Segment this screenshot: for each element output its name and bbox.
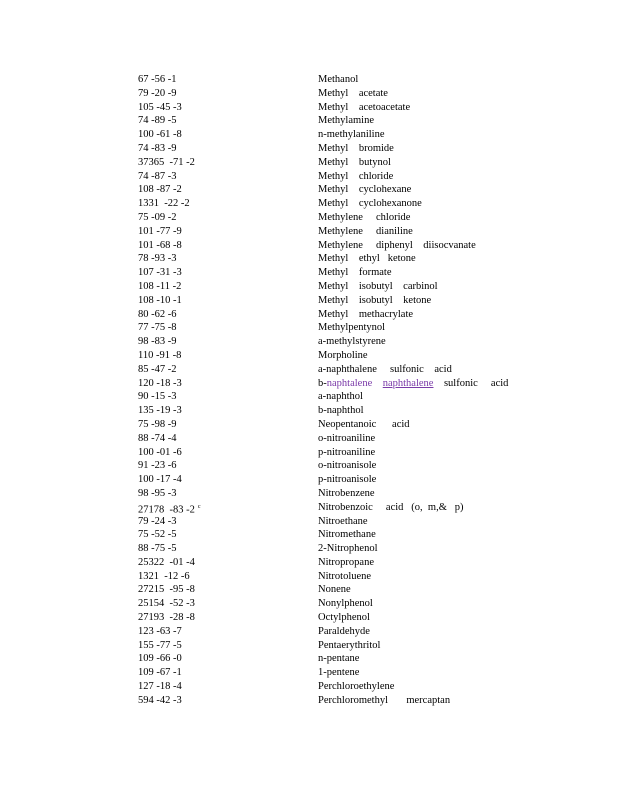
chemical-name: n-pentane bbox=[318, 653, 360, 665]
cas-number-text: 108 -11 -2 bbox=[138, 280, 182, 292]
cas-number-text: 120 -18 -3 bbox=[138, 377, 182, 389]
chemical-name: Nonylphenol bbox=[318, 598, 373, 610]
chemical-name: a-naphthalene sulfonic acid bbox=[318, 363, 452, 375]
cas-number bbox=[138, 446, 182, 460]
cas-number bbox=[138, 87, 177, 101]
cas-number bbox=[138, 680, 182, 694]
chemical-name: Neopentanoic acid bbox=[318, 418, 410, 430]
cas-number bbox=[138, 252, 177, 266]
list-item bbox=[138, 101, 558, 115]
cas-number bbox=[138, 73, 177, 87]
chemical-name: Methanol bbox=[318, 74, 359, 85]
cas-number bbox=[138, 321, 177, 335]
list-item bbox=[138, 473, 558, 487]
list-item bbox=[138, 446, 558, 460]
cas-number bbox=[138, 666, 182, 680]
list-item bbox=[138, 487, 558, 501]
list-item bbox=[138, 583, 558, 597]
chemical-name: Methyl isobutyl ketone bbox=[318, 294, 432, 306]
cas-number bbox=[138, 128, 182, 142]
chemical-name: Methyl ethyl ketone bbox=[318, 253, 416, 265]
tracked-change-link[interactable]: naphthalene bbox=[382, 377, 434, 389]
chemical-name: a-methylstyrene bbox=[318, 336, 386, 348]
chemical-name: 1-pentene bbox=[318, 667, 360, 679]
list-item bbox=[138, 156, 558, 170]
list-item bbox=[138, 225, 558, 239]
cas-number bbox=[138, 183, 182, 197]
list-item bbox=[138, 349, 558, 363]
chemical-name: Nitrobenzoic acid (o, m,& p) bbox=[318, 501, 464, 513]
cas-number bbox=[138, 280, 181, 294]
chemical-name: Methyl bromide bbox=[318, 142, 394, 154]
cas-number-text: 127 -18 -4 bbox=[138, 681, 182, 693]
chemical-name: 2-Nitrophenol bbox=[318, 543, 378, 555]
chemical-name: Nitromethane bbox=[318, 529, 376, 541]
chemical-name: Methylpentynol bbox=[318, 322, 386, 334]
cas-number bbox=[138, 487, 177, 501]
chemical-list bbox=[138, 73, 558, 708]
chemical-name: Methyl butynol bbox=[318, 156, 391, 168]
list-item bbox=[138, 142, 558, 156]
cas-number-text: 27178 -83 -2 bbox=[138, 504, 195, 516]
list-item bbox=[138, 363, 558, 377]
cas-number-text: 1331 -22 -2 bbox=[138, 198, 190, 210]
cas-number-text: 88 -75 -5 bbox=[138, 543, 177, 555]
cas-number-text: 109 -66 -0 bbox=[138, 653, 182, 665]
cas-number-text: 135 -19 -3 bbox=[138, 405, 182, 417]
cas-number-text: 100 -17 -4 bbox=[138, 474, 182, 486]
chemical-name: o-nitroaniline bbox=[318, 432, 376, 444]
chemical-name bbox=[318, 377, 508, 391]
cas-number-text: 108 -10 -1 bbox=[138, 294, 182, 306]
chemical-name: p-nitroaniline bbox=[318, 446, 376, 458]
cas-number bbox=[138, 583, 195, 597]
list-item bbox=[138, 266, 558, 280]
cas-number bbox=[138, 556, 195, 570]
cas-number-text: 100 -61 -8 bbox=[138, 129, 182, 141]
chemical-name: Perchloromethyl mercaptan bbox=[318, 694, 451, 706]
cas-number bbox=[138, 142, 177, 156]
cas-number bbox=[138, 363, 177, 377]
cas-number-text: 75 -98 -9 bbox=[138, 418, 177, 430]
cas-number bbox=[138, 197, 190, 211]
footnote-mark: c bbox=[197, 503, 201, 510]
cas-number bbox=[138, 432, 177, 446]
cas-number-text: 74 -87 -3 bbox=[138, 170, 177, 182]
cas-number-text: 67 -56 -1 bbox=[138, 74, 177, 85]
list-item bbox=[138, 570, 558, 584]
list-item bbox=[138, 252, 558, 266]
list-item bbox=[138, 542, 558, 556]
chemical-name: Pentaerythritol bbox=[318, 639, 381, 651]
list-item bbox=[138, 597, 558, 611]
list-item bbox=[138, 390, 558, 404]
list-item bbox=[138, 556, 558, 570]
chemical-name: Methylene diphenyl diisocvanate bbox=[318, 239, 476, 251]
cas-number bbox=[138, 528, 177, 542]
cas-number-text: 101 -68 -8 bbox=[138, 239, 182, 251]
list-item bbox=[138, 280, 558, 294]
cas-number bbox=[138, 349, 181, 363]
list-item bbox=[138, 73, 558, 87]
list-item bbox=[138, 211, 558, 225]
cas-number bbox=[138, 225, 182, 239]
chemical-name: Methyl acetate bbox=[318, 87, 388, 99]
cas-number-text: 78 -93 -3 bbox=[138, 253, 177, 265]
cas-number-text: 37365 -71 -2 bbox=[138, 156, 195, 168]
list-item bbox=[138, 183, 558, 197]
list-item bbox=[138, 170, 558, 184]
list-item bbox=[138, 321, 558, 335]
chemical-name: Perchloroethylene bbox=[318, 681, 395, 693]
cas-number bbox=[138, 639, 182, 653]
chemical-name-suffix: sulfonic acid bbox=[443, 377, 509, 389]
cas-number bbox=[138, 597, 195, 611]
list-item bbox=[138, 515, 558, 529]
cas-number-text: 79 -20 -9 bbox=[138, 87, 177, 99]
cas-number-text: 77 -75 -8 bbox=[138, 322, 177, 334]
cas-number-text: 98 -95 -3 bbox=[138, 487, 177, 499]
cas-number bbox=[138, 611, 195, 625]
cas-number bbox=[138, 377, 182, 391]
list-item bbox=[138, 459, 558, 473]
cas-number-text: 594 -42 -3 bbox=[138, 694, 182, 706]
tracked-change-text: naphtalene bbox=[326, 377, 373, 389]
chemical-name: Nitropropane bbox=[318, 556, 374, 568]
chemical-name: Morpholine bbox=[318, 349, 368, 361]
chemical-name: Methyl formate bbox=[318, 267, 392, 279]
chemical-name: Octylphenol bbox=[318, 612, 370, 624]
list-item bbox=[138, 625, 558, 639]
chemical-name: Methyl cyclohexanone bbox=[318, 198, 422, 210]
list-item bbox=[138, 197, 558, 211]
list-item bbox=[138, 239, 558, 253]
list-item bbox=[138, 694, 558, 708]
cas-number bbox=[138, 294, 182, 308]
list-item bbox=[138, 308, 558, 322]
cas-number-text: 25322 -01 -4 bbox=[138, 556, 195, 568]
cas-number-text: 88 -74 -4 bbox=[138, 432, 177, 444]
list-item bbox=[138, 87, 558, 101]
chemical-name: Methylene dianiline bbox=[318, 225, 413, 237]
chemical-name: Methylamine bbox=[318, 115, 374, 127]
list-item bbox=[138, 501, 558, 515]
cas-number-text: 25154 -52 -3 bbox=[138, 598, 195, 610]
cas-number bbox=[138, 459, 177, 473]
chemical-name: Methyl acetoacetate bbox=[318, 101, 411, 113]
list-item bbox=[138, 611, 558, 625]
cas-number-text: 108 -87 -2 bbox=[138, 184, 182, 196]
cas-number bbox=[138, 652, 182, 666]
chemical-name: Nitroethane bbox=[318, 515, 368, 527]
chemical-name: Methyl chloride bbox=[318, 170, 394, 182]
cas-number-text: 80 -62 -6 bbox=[138, 308, 177, 320]
chemical-name: p-nitroanisole bbox=[318, 474, 377, 486]
list-item bbox=[138, 418, 558, 432]
cas-number bbox=[138, 570, 190, 584]
cas-number bbox=[138, 114, 177, 128]
cas-number-text: 75 -52 -5 bbox=[138, 529, 177, 541]
cas-number bbox=[138, 266, 182, 280]
chemical-name: Methyl methacrylate bbox=[318, 308, 414, 320]
chemical-name: b-naphthol bbox=[318, 405, 364, 417]
cas-number bbox=[138, 211, 177, 225]
chemical-name: a-naphthol bbox=[318, 391, 363, 403]
list-item bbox=[138, 377, 558, 391]
list-item bbox=[138, 114, 558, 128]
cas-number bbox=[138, 694, 182, 708]
cas-number bbox=[138, 156, 195, 170]
cas-number-text: 74 -83 -9 bbox=[138, 142, 177, 154]
cas-number bbox=[138, 404, 182, 418]
cas-number-text: 91 -23 -6 bbox=[138, 460, 177, 472]
cas-number bbox=[138, 308, 177, 322]
chemical-name: n-methylaniline bbox=[318, 129, 385, 141]
cas-number bbox=[138, 625, 182, 639]
cas-number bbox=[138, 542, 177, 556]
chemical-name: Methyl isobutyl carbinol bbox=[318, 280, 438, 292]
chemical-name: Nitrobenzene bbox=[318, 487, 375, 499]
chemical-name: Methyl cyclohexane bbox=[318, 184, 412, 196]
cas-number-text: 100 -01 -6 bbox=[138, 446, 182, 458]
list-item bbox=[138, 294, 558, 308]
cas-number-text: 98 -83 -9 bbox=[138, 336, 177, 348]
chemical-name: Nitrotoluene bbox=[318, 570, 372, 582]
cas-number-text: 74 -89 -5 bbox=[138, 115, 177, 127]
cas-number-text: 1321 -12 -6 bbox=[138, 570, 190, 582]
chemical-name: Methylene chloride bbox=[318, 211, 411, 223]
cas-number-text: 85 -47 -2 bbox=[138, 363, 177, 375]
cas-number bbox=[138, 418, 177, 432]
cas-number-text: 27193 -28 -8 bbox=[138, 612, 195, 624]
chemical-name-prefix: b- bbox=[318, 377, 327, 389]
list-item bbox=[138, 128, 558, 142]
cas-number bbox=[138, 335, 177, 349]
cas-number bbox=[138, 515, 177, 529]
cas-number-text: 27215 -95 -8 bbox=[138, 584, 195, 596]
cas-number-text: 155 -77 -5 bbox=[138, 639, 182, 651]
list-item bbox=[138, 404, 558, 418]
chemical-name: Nonene bbox=[318, 584, 351, 596]
cas-number bbox=[138, 473, 182, 487]
cas-number-text: 109 -67 -1 bbox=[138, 667, 182, 679]
list-item bbox=[138, 639, 558, 653]
cas-number-text: 75 -09 -2 bbox=[138, 211, 177, 223]
cas-number bbox=[138, 239, 182, 253]
list-item bbox=[138, 335, 558, 349]
cas-number-text: 105 -45 -3 bbox=[138, 101, 182, 113]
cas-number bbox=[138, 170, 177, 184]
cas-number-text: 101 -77 -9 bbox=[138, 225, 182, 237]
cas-number-text: 90 -15 -3 bbox=[138, 391, 177, 403]
list-item bbox=[138, 528, 558, 542]
chemical-name: o-nitroanisole bbox=[318, 460, 377, 472]
cas-number bbox=[138, 101, 182, 115]
cas-number-text: 123 -63 -7 bbox=[138, 625, 182, 637]
list-item bbox=[138, 652, 558, 666]
chemical-name: Paraldehyde bbox=[318, 625, 370, 637]
cas-number-text: 79 -24 -3 bbox=[138, 515, 177, 527]
list-item bbox=[138, 666, 558, 680]
cas-number-text: 107 -31 -3 bbox=[138, 267, 182, 279]
cas-number-text: 110 -91 -8 bbox=[138, 349, 182, 361]
list-item bbox=[138, 432, 558, 446]
list-item bbox=[138, 680, 558, 694]
cas-number bbox=[138, 390, 177, 404]
